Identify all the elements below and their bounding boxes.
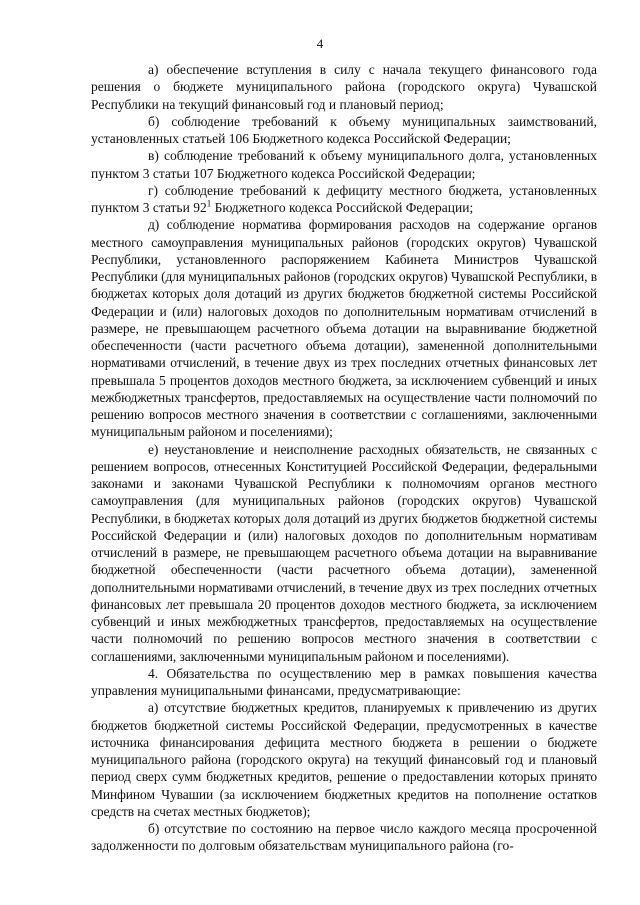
paragraph-3v: в) соблюдение требований к объему муниципального долга, установленных пунктом 3 статьи 107 Бюджетного кодекса Российской Федерации; <box>91 148 597 181</box>
paragraph-3g-text-end: Бюджетного кодекса Российской Федерации; <box>211 200 474 215</box>
paragraph-4a: а) отсутствие бюджетных кредитов, планируемых к привлечению из других бюджетов бюджетной системы Российской Федерации, предусмотренных в качестве источника финансирования дефицита местного бюджета в решении о бюджете муниципального района (городского округа) на текущий финансовый год и плановый период сверх сумм бюджетных кредитов, решение о предоставлении которых принято Минфином Чувашии (за исключением бюджетных кредитов на пополнение остатков средств на счетах местных бюджетов); <box>91 700 597 819</box>
page-number: 4 <box>316 36 324 51</box>
paragraph-3d: д) соблюдение норматива формирования расходов на содержание органов местного самоуправления муниципальных районов (городских округов) Чувашской Республики, установленного распоряжением Кабинета Министров Чувашской Республики (для муниципальных районов (городских округов) Чувашской Республики, в бюджетах которых доля дотаций из других бюджетов бюджетной системы Российской Федерации и (или) налоговых доходов по дополнительным нормативам отчислений в размере, не превышающем расчетного объема дотации на выравнивание бюджетной обеспеченности (части расчетного объема дотации), замененной дополнительными нормативами отчислений, в течение двух из трех последних отчетных финансовых лет превышала 5 процентов доходов местного бюджета, за исключением субвенций и иных межбюджетных трансфертов, предоставляемых на осуществление части полномочий по решению вопросов местного значения в соответствии с соглашениями, заключенными муниципальным районом и поселениями); <box>91 217 597 440</box>
paragraph-4-heading: 4. Обязательства по осуществлению мер в рамках повышения качества управления муниципальными финансами, предусматривающие: <box>91 665 597 698</box>
paragraph-3e: е) неустановление и неисполнение расходных обязательств, не связанных с решением вопросов, отнесенных Конституцией Российской Федерации, федеральными законами и законами Чувашской Республики к полномочиям органов местного самоуправления (для муниципальных районов (городских округов) Чувашской Республики, в бюджетах которых доля дотаций из других бюджетов бюджетной системы Российской Федерации и (или) налоговых доходов по дополнительным нормативам отчислений в размере, не превышающем расчетного объема дотации на выравнивание бюджетной обеспеченности (части расчетного объема дотации), замененной дополнительными нормативами отчислений, в течение двух из трех последних отчетных финансовых лет превышала 20 процентов доходов местного бюджета, за исключением субвенций и иных межбюджетных трансфертов, предоставляемых на осуществление части полномочий по решению вопросов местного значения в соответствии с соглашениями, заключенными муниципальным районом и поселениями). <box>91 441 597 664</box>
paragraph-3g-text-start: г) соблюдение требований к дефициту местного бюджета, установленных пунктом 3 статьи 92 <box>91 182 597 215</box>
paragraph-3g <box>91 182 597 217</box>
paragraph-3b: б) соблюдение требований к объему муниципальных заимствований, установленных статьей 106 Бюджетного кодекса Российской Федерации; <box>91 113 597 146</box>
document-body <box>91 61 597 855</box>
paragraph-4b: б) отсутствие по состоянию на первое число каждого месяца просроченной задолженности по долговым обязательствам муниципального района (го- <box>91 821 597 854</box>
paragraph-3a: а) обеспечение вступления в силу с начала текущего финансового года решения о бюджете муниципального района (городского округа) Чувашской Республики на текущий финансовый год и плановый период; <box>91 62 597 112</box>
superscript-article-number: 1 <box>206 198 212 209</box>
